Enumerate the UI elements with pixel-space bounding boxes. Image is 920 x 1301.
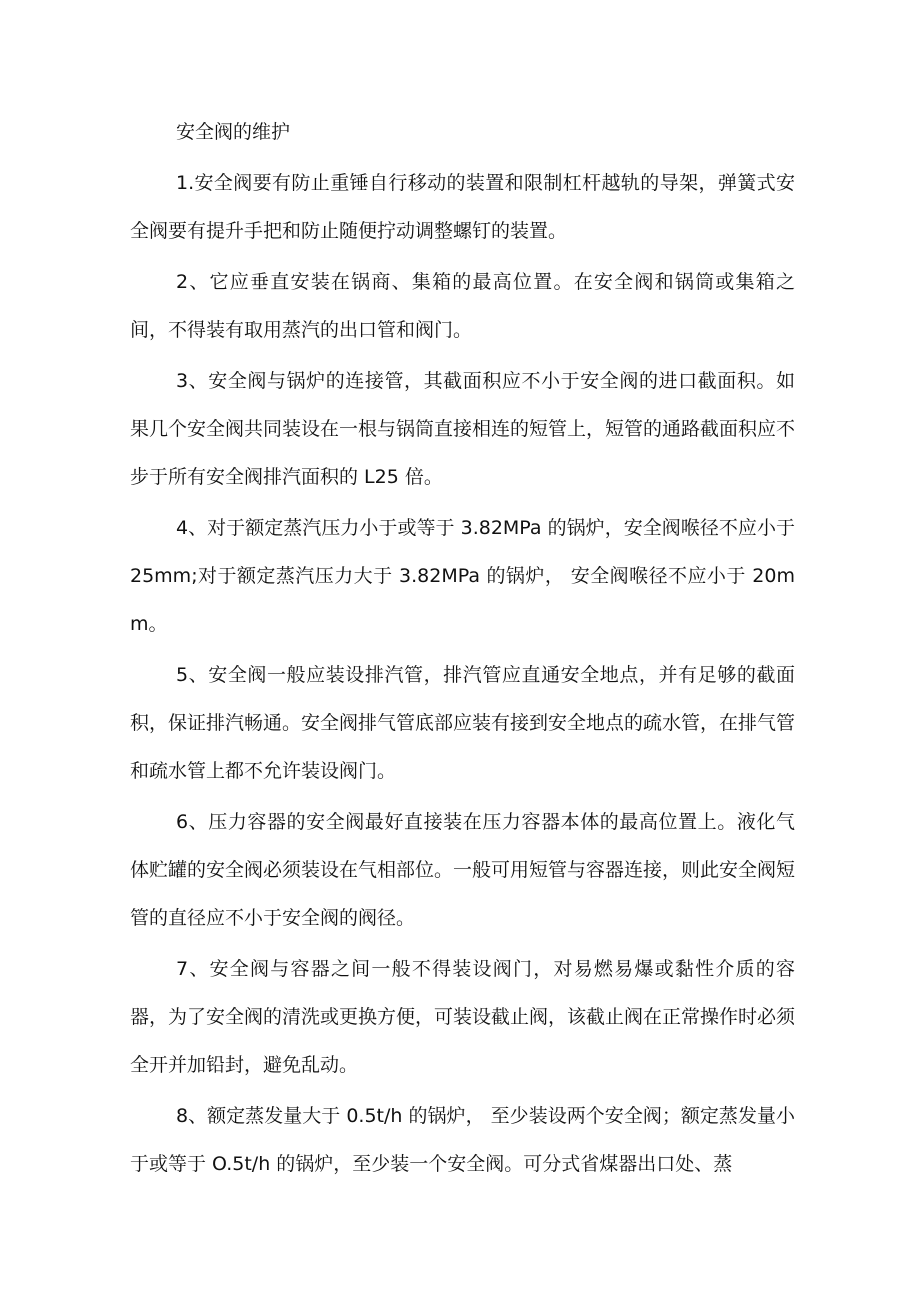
paragraph-1: 1.安全阀要有防止重锤自行移动的装置和限制杠杆越轨的导架，弹簧式安全阀要有提升手把和防止随便拧动调整螺钉的装置。 bbox=[130, 172, 795, 242]
paragraph-5: 5、安全阀一般应装设排汽管，排汽管应直通安全地点，并有足够的截面积，保证排汽畅通。安全阀排气管底部应装有接到安全地点的疏水管，在排气管和疏水管上都不允许装设阀门。 bbox=[130, 664, 796, 782]
paragraph-8: 8、额定蒸发量大于 0.5t/h 的锅炉， 至少装设两个安全阀；额定蒸发量小于或等于 O.5t/h 的锅炉，至少装一个安全阀。可分式省煤器出口处、蒸 bbox=[130, 1105, 795, 1175]
paragraph-7: 7、安全阀与容器之间一般不得装设阀门，对易燃易爆或黏性介质的容器，为了安全阀的清洗或更换方便，可装设截止阀，该截止阀在正常操作时必须全开并加铅封，避免乱动。 bbox=[130, 958, 796, 1076]
paragraph-4: 4、对于额定蒸汽压力小于或等于 3.82MPa 的锅炉，安全阀喉径不应小于 25mm;对于额定蒸汽压力大于 3.82MPa 的锅炉， 安全阀喉径不应小于 20mm。 bbox=[130, 517, 795, 635]
paragraph-2: 2、它应垂直安装在锅商、集箱的最高位置。在安全阀和锅筒或集箱之间，不得装有取用蒸汽的出口管和阀门。 bbox=[130, 271, 795, 341]
paragraph-3: 3、安全阀与锅炉的连接管，其截面积应不小于安全阀的进口截面积。如果几个安全阀共同装设在一根与锅筒直接相连的短管上，短管的通路截面积应不步于所有安全阀排汽面积的 L25 倍。 bbox=[130, 370, 796, 488]
document-title: 安全阀的维护 bbox=[176, 121, 291, 143]
paragraph-6: 6、压力容器的安全阀最好直接装在压力容器本体的最高位置上。液化气体贮罐的安全阀必须装设在气相部位。一般可用短管与容器连接，则此安全阀短管的直径应不小于安全阀的阀径。 bbox=[130, 811, 796, 929]
document-body bbox=[130, 108, 795, 1191]
